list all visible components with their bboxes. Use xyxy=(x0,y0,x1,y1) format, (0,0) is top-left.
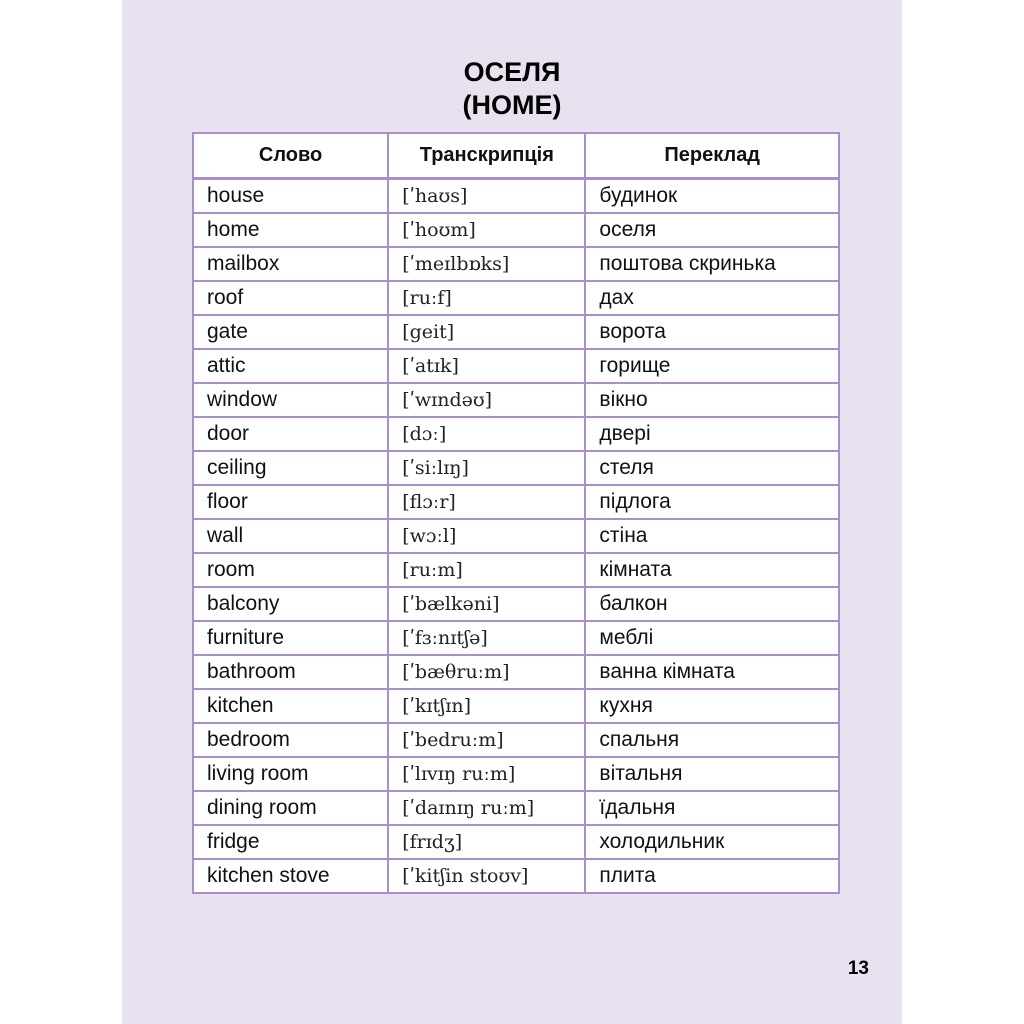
transcription-cell: [ʹfɜːnɪtʃə] xyxy=(388,621,585,655)
page-number: 13 xyxy=(847,958,869,979)
transcription-cell: [ʹbedruːm] xyxy=(388,723,585,757)
translation-cell: двері xyxy=(585,417,839,451)
transcription-cell: [ʹhoʊm] xyxy=(388,213,585,247)
table-row xyxy=(193,655,839,689)
word-cell: bathroom xyxy=(193,655,388,689)
transcription-cell: [ʹbælkəni] xyxy=(388,587,585,621)
table-row xyxy=(193,587,839,621)
table-row xyxy=(193,417,839,451)
table-row xyxy=(193,621,839,655)
word-cell: bedroom xyxy=(193,723,388,757)
title-line-1: ОСЕЛЯ xyxy=(463,57,561,87)
table-row xyxy=(193,825,839,859)
translation-cell: будинок xyxy=(585,179,839,214)
transcription-cell: [ʹsiːlɪŋ] xyxy=(388,451,585,485)
title-line-2: (HOME) xyxy=(462,90,562,120)
transcription-cell: [flɔːr] xyxy=(388,485,585,519)
translation-cell: вікно xyxy=(585,383,839,417)
transcription-cell: [ʹkitʃin stoʊv] xyxy=(388,859,585,893)
word-cell: roof xyxy=(193,281,388,315)
table-row xyxy=(193,485,839,519)
word-cell: furniture xyxy=(193,621,388,655)
table-row xyxy=(193,723,839,757)
translation-cell: холодильник xyxy=(585,825,839,859)
transcription-cell: [dɔː] xyxy=(388,417,585,451)
table-row xyxy=(193,757,839,791)
transcription-cell: [ʹmeɪlbɒks] xyxy=(388,247,585,281)
table-body xyxy=(193,179,839,894)
translation-cell: ворота xyxy=(585,315,839,349)
transcription-cell: [ruːm] xyxy=(388,553,585,587)
word-cell: fridge xyxy=(193,825,388,859)
word-cell: living room xyxy=(193,757,388,791)
header-transcription: Транскрипція xyxy=(388,133,585,179)
table-row xyxy=(193,281,839,315)
word-cell: door xyxy=(193,417,388,451)
transcription-cell: [ʹkɪtʃɪn] xyxy=(388,689,585,723)
table-row xyxy=(193,553,839,587)
translation-cell: ванна кімната xyxy=(585,655,839,689)
table-row xyxy=(193,519,839,553)
header-translation: Переклад xyxy=(585,133,839,179)
header-word: Слово xyxy=(193,133,388,179)
transcription-cell: [ʹhaʊs] xyxy=(388,179,585,214)
table-row xyxy=(193,213,839,247)
translation-cell: спальня xyxy=(585,723,839,757)
word-cell: mailbox xyxy=(193,247,388,281)
word-cell: kitchen stove xyxy=(193,859,388,893)
translation-cell: балкон xyxy=(585,587,839,621)
translation-cell: їдальня xyxy=(585,791,839,825)
word-cell: room xyxy=(193,553,388,587)
translation-cell: стеля xyxy=(585,451,839,485)
translation-cell: стіна xyxy=(585,519,839,553)
table-row xyxy=(193,383,839,417)
table-row xyxy=(193,689,839,723)
table-row xyxy=(193,315,839,349)
translation-cell: кухня xyxy=(585,689,839,723)
transcription-cell: [ʹdaɪnɪŋ ruːm] xyxy=(388,791,585,825)
word-cell: balcony xyxy=(193,587,388,621)
table-row xyxy=(193,247,839,281)
transcription-cell: [frɪdʒ] xyxy=(388,825,585,859)
table-row xyxy=(193,349,839,383)
translation-cell: вітальня xyxy=(585,757,839,791)
transcription-cell: [ʹlɪvɪŋ ruːm] xyxy=(388,757,585,791)
translation-cell: підлога xyxy=(585,485,839,519)
table-row xyxy=(193,791,839,825)
transcription-cell: [wɔːl] xyxy=(388,519,585,553)
word-cell: wall xyxy=(193,519,388,553)
translation-cell: поштова скринька xyxy=(585,247,839,281)
word-cell: window xyxy=(193,383,388,417)
transcription-cell: [geit] xyxy=(388,315,585,349)
table-row xyxy=(193,451,839,485)
word-cell: kitchen xyxy=(193,689,388,723)
translation-cell: плита xyxy=(585,859,839,893)
translation-cell: дах xyxy=(585,281,839,315)
transcription-cell: [ruːf] xyxy=(388,281,585,315)
translation-cell: горище xyxy=(585,349,839,383)
book-page xyxy=(122,0,902,1024)
translation-cell: меблі xyxy=(585,621,839,655)
word-cell: gate xyxy=(193,315,388,349)
table-header-row xyxy=(193,133,839,179)
table-row xyxy=(193,179,839,214)
transcription-cell: [ʹbæθruːm] xyxy=(388,655,585,689)
transcription-cell: [ʹwɪndəʊ] xyxy=(388,383,585,417)
translation-cell: кімната xyxy=(585,553,839,587)
transcription-cell: [ʹatɪk] xyxy=(388,349,585,383)
table-row xyxy=(193,859,839,893)
vocabulary-table xyxy=(192,132,840,894)
word-cell: home xyxy=(193,213,388,247)
word-cell: house xyxy=(193,179,388,214)
translation-cell: оселя xyxy=(585,213,839,247)
word-cell: attic xyxy=(193,349,388,383)
word-cell: ceiling xyxy=(193,451,388,485)
page-title xyxy=(122,56,902,122)
word-cell: dining room xyxy=(193,791,388,825)
word-cell: floor xyxy=(193,485,388,519)
